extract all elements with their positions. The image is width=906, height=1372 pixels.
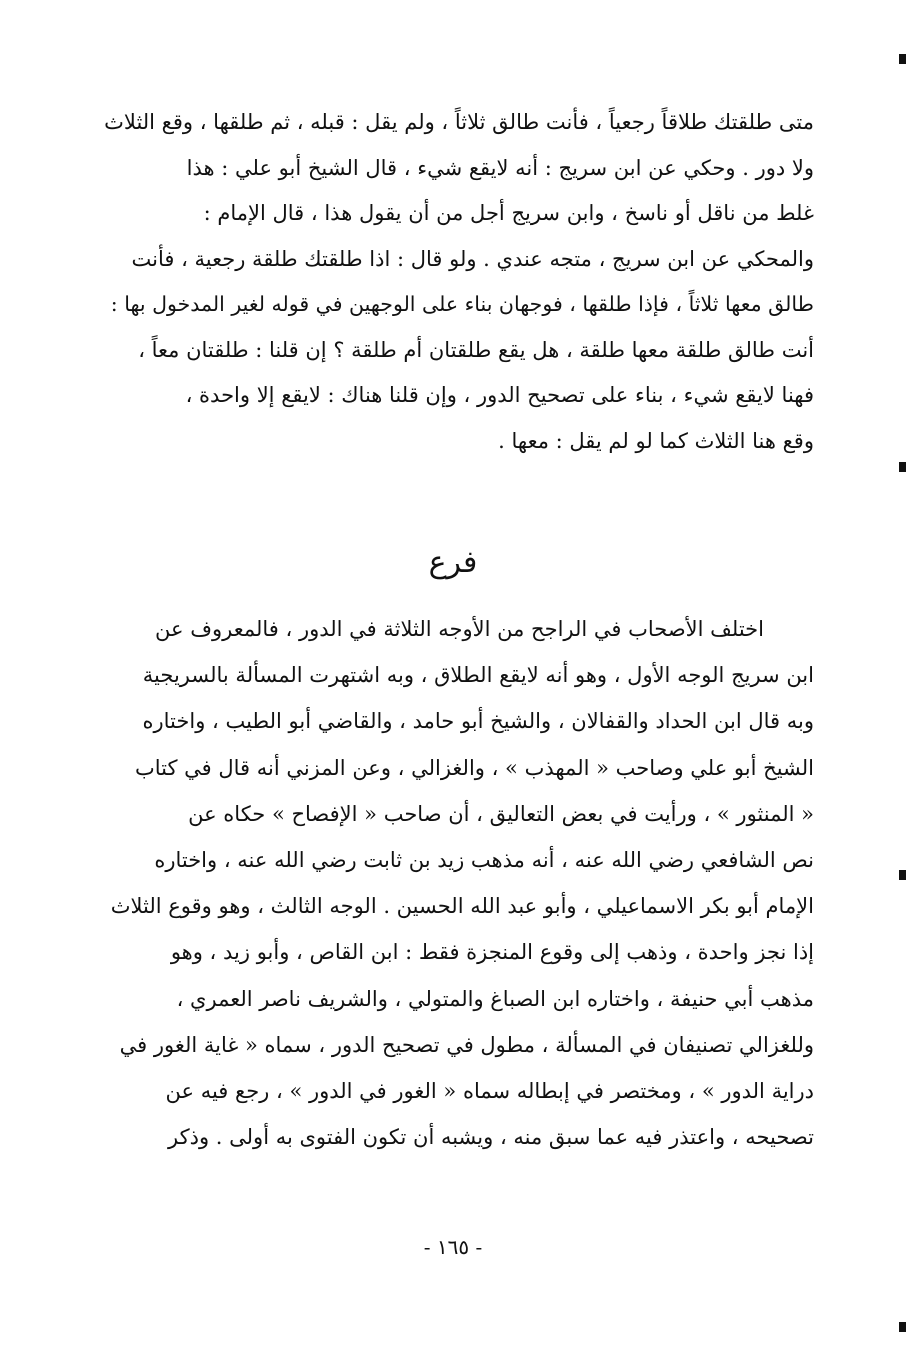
page-edge-mark [899, 462, 906, 472]
page-edge-mark [899, 54, 906, 64]
text-line: ولا دور . وحكي عن ابن سريج : أنه لايقع شيء ، قال الشيخ أبو علي : هذا [186, 155, 814, 180]
text-line: وقع هنا الثلاث كما لو لم يقل : معها . [498, 428, 814, 453]
text-line: ابن سريج الوجه الأول ، وهو أنه لايقع الطلاق ، وبه اشتهرت المسألة بالسريجية [142, 663, 814, 688]
text-line: متى طلقتك طلاقاً رجعياً ، فأنت طالق ثلاثاً ، ولم يقل : قبله ، ثم طلقها ، وقع الثلاث [104, 110, 814, 134]
text-line: والمحكي عن ابن سريج ، متجه عندي . ولو قال : اذا طلقتك طلقة رجعية ، فأنت [131, 246, 814, 271]
text-line: اختلف الأصحاب في الراجح من الأوجه الثلاثة في الدور ، فالمعروف عن [155, 617, 764, 641]
text-line: طالق معها ثلاثاً ، فإذا طلقها ، فوجهان بناء على الوجهين في قوله لغير المدخول بها : [110, 292, 814, 316]
paragraph-continuation [96, 100, 814, 464]
text-line: وللغزالي تصنيفان في المسألة ، مطول في تصحيح الدور ، سماه « غاية الغور في [119, 1032, 814, 1057]
section-heading: فرع [428, 545, 478, 580]
text-line: دراية الدور » ، ومختصر في إبطاله سماه « الغور في الدور » ، رجع فيه عن [165, 1078, 814, 1103]
text-line: الإمام أبو بكر الاسماعيلي ، وأبو عبد الله الحسين . الوجه الثالث ، وهو وقوع الثلاث [110, 894, 814, 919]
text-line: مذهب أبي حنيفة ، واختاره ابن الصباغ والمتولي ، والشريف ناصر العمري ، [176, 986, 814, 1011]
text-line: أنت طالق طلقة معها طلقة ، هل يقع طلقتان أم طلقة ؟ إن قلنا : طلقتان معاً ، [138, 337, 814, 362]
page-edge-mark [899, 870, 906, 880]
text-line: وبه قال ابن الحداد والقفالان ، والشيخ أبو حامد ، والقاضي أبو الطيب ، واختاره [142, 709, 814, 734]
text-line: « المنثور » ، ورأيت في بعض التعاليق ، أن صاحب « الإفصاح » حكاه عن [188, 801, 814, 826]
text-line: إذا نجز واحدة ، وذهب إلى وقوع المنجزة فقط : ابن القاص ، وأبو زيد ، وهو [170, 940, 814, 965]
paragraph-branch [96, 606, 814, 1160]
text-line: تصحيحه ، واعتذر فيه عما سبق منه ، ويشبه أن تكون الفتوى به أولى . وذكر [168, 1125, 814, 1150]
text-line: نص الشافعي رضي الله عنه ، أنه مذهب زيد بن ثابت رضي الله عنه ، واختاره [154, 847, 814, 872]
text-line: غلط من ناقل أو ناسخ ، وابن سريج أجل من أن يقول هذا ، قال الإمام : [203, 201, 814, 225]
text-line: الشيخ أبو علي وصاحب « المهذب » ، والغزالي ، وعن المزني أنه قال في كتاب [134, 755, 814, 780]
page-number: - ١٦٥ - [423, 1235, 483, 1259]
text-line: فهنا لايقع شيء ، بناء على تصحيح الدور ، وإن قلنا هناك : لايقع إلا واحدة ، [185, 383, 814, 407]
page-edge-mark [899, 1322, 906, 1332]
